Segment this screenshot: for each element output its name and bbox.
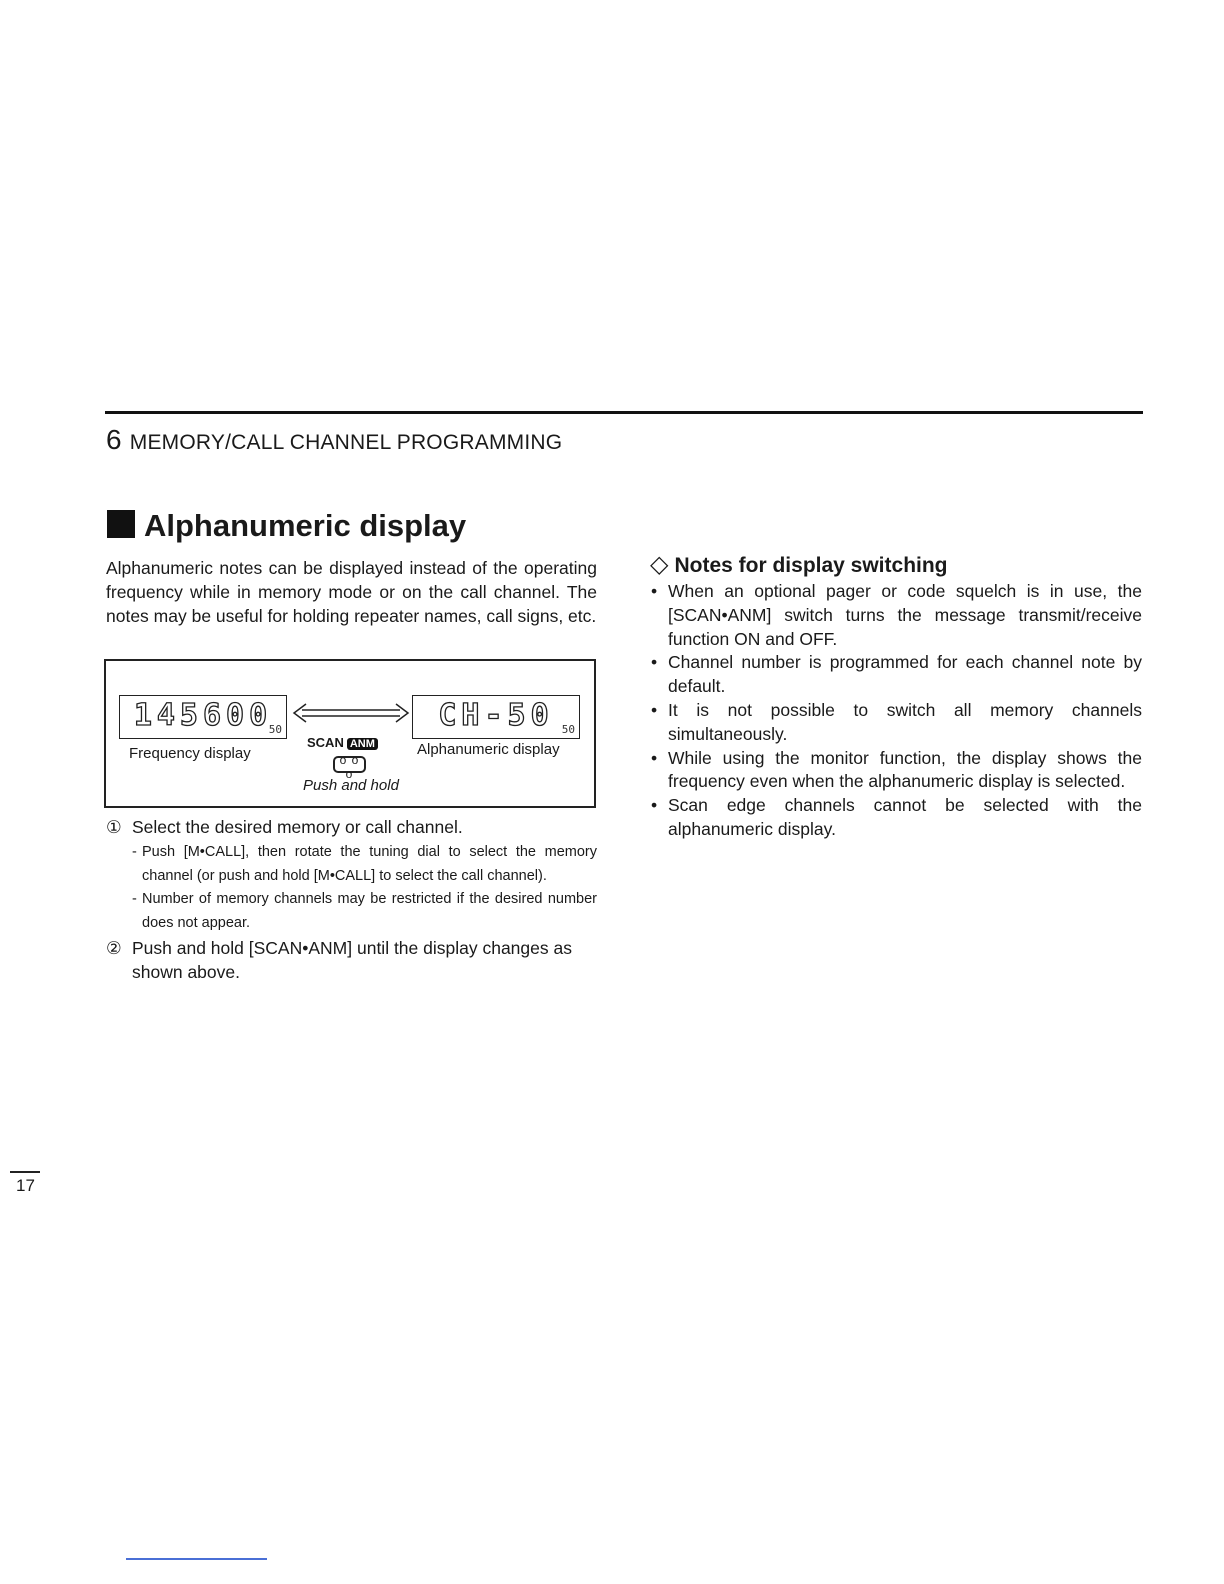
step-1-marker: ① [106,817,122,837]
note-item: • While using the monitor function, the display shows the frequency even when the alphanumeric display is selected. [651,747,1142,792]
frequency-lcd-channel: 50 [268,723,282,736]
note-item: • Channel number is programmed for each channel note by default. [651,652,1142,697]
double-arrow-icon [292,702,410,724]
bottom-underline [126,1558,267,1560]
step-2-text: Push and hold [SCAN•ANM] until the display changes as shown above. [132,938,572,982]
square-bullet-icon [107,510,135,538]
intro-paragraph: Alphanumeric notes can be displayed instead of the operating frequency while in memory mode or on the call channel. The notes may be useful for holding repeater names, call signs, etc. [106,558,597,626]
step-1-text: Select the desired memory or call channel. [132,817,463,837]
alphanumeric-caption: Alphanumeric display [417,741,560,758]
scan-anm-button-icon [333,753,366,781]
procedure-steps [106,815,597,984]
alphanumeric-lcd-channel: 50 [561,723,575,736]
step-1-substeps [132,841,597,935]
page-title [107,508,466,544]
scan-label: SCAN [307,735,344,750]
display-switch-figure [104,659,596,808]
frequency-lcd-digits: 145600 [133,698,273,733]
notes-list [651,580,1142,842]
frequency-caption: Frequency display [129,745,251,762]
scan-anm-label [307,735,378,750]
anm-badge: ANM [347,738,378,750]
step-1 [106,815,597,839]
page-number: 17 [16,1176,35,1195]
step-2-marker: ② [106,938,122,958]
push-and-hold-caption: Push and hold [303,777,399,794]
note-item: • It is not possible to switch all memory channels simultaneously. [651,699,1142,744]
alphanumeric-lcd-text: CH-50 [438,698,554,733]
section-header [106,424,562,456]
note-item: • Scan edge channels cannot be selected with the alphanumeric display. [651,795,1142,839]
step-2 [106,936,597,984]
notes-title-text: Notes for display switching [674,554,948,577]
header-rule [105,411,1143,414]
notes-title [650,550,948,579]
diamond-icon: ◇ [650,551,669,578]
chapter-title: MEMORY/CALL CHANNEL PROGRAMMING [129,431,563,454]
chapter-number: 6 [106,424,122,455]
button-dots: o o o [339,753,360,781]
frequency-lcd [119,695,287,739]
note-item: • When an optional pager or code squelch is in use, the [SCAN•ANM] switch turns the message transmit/receive function ON and OFF. [651,581,1142,649]
substep-2: - Number of memory channels may be restricted if the desired number does not appear. [132,891,597,931]
substep-1: - Push [M•CALL], then rotate the tuning dial to select the memory channel (or push and hold [M•CALL] to select the call channel). [132,844,597,884]
page-title-text: Alphanumeric display [144,508,467,543]
alphanumeric-lcd [412,695,580,739]
page-number-rule [10,1171,40,1173]
